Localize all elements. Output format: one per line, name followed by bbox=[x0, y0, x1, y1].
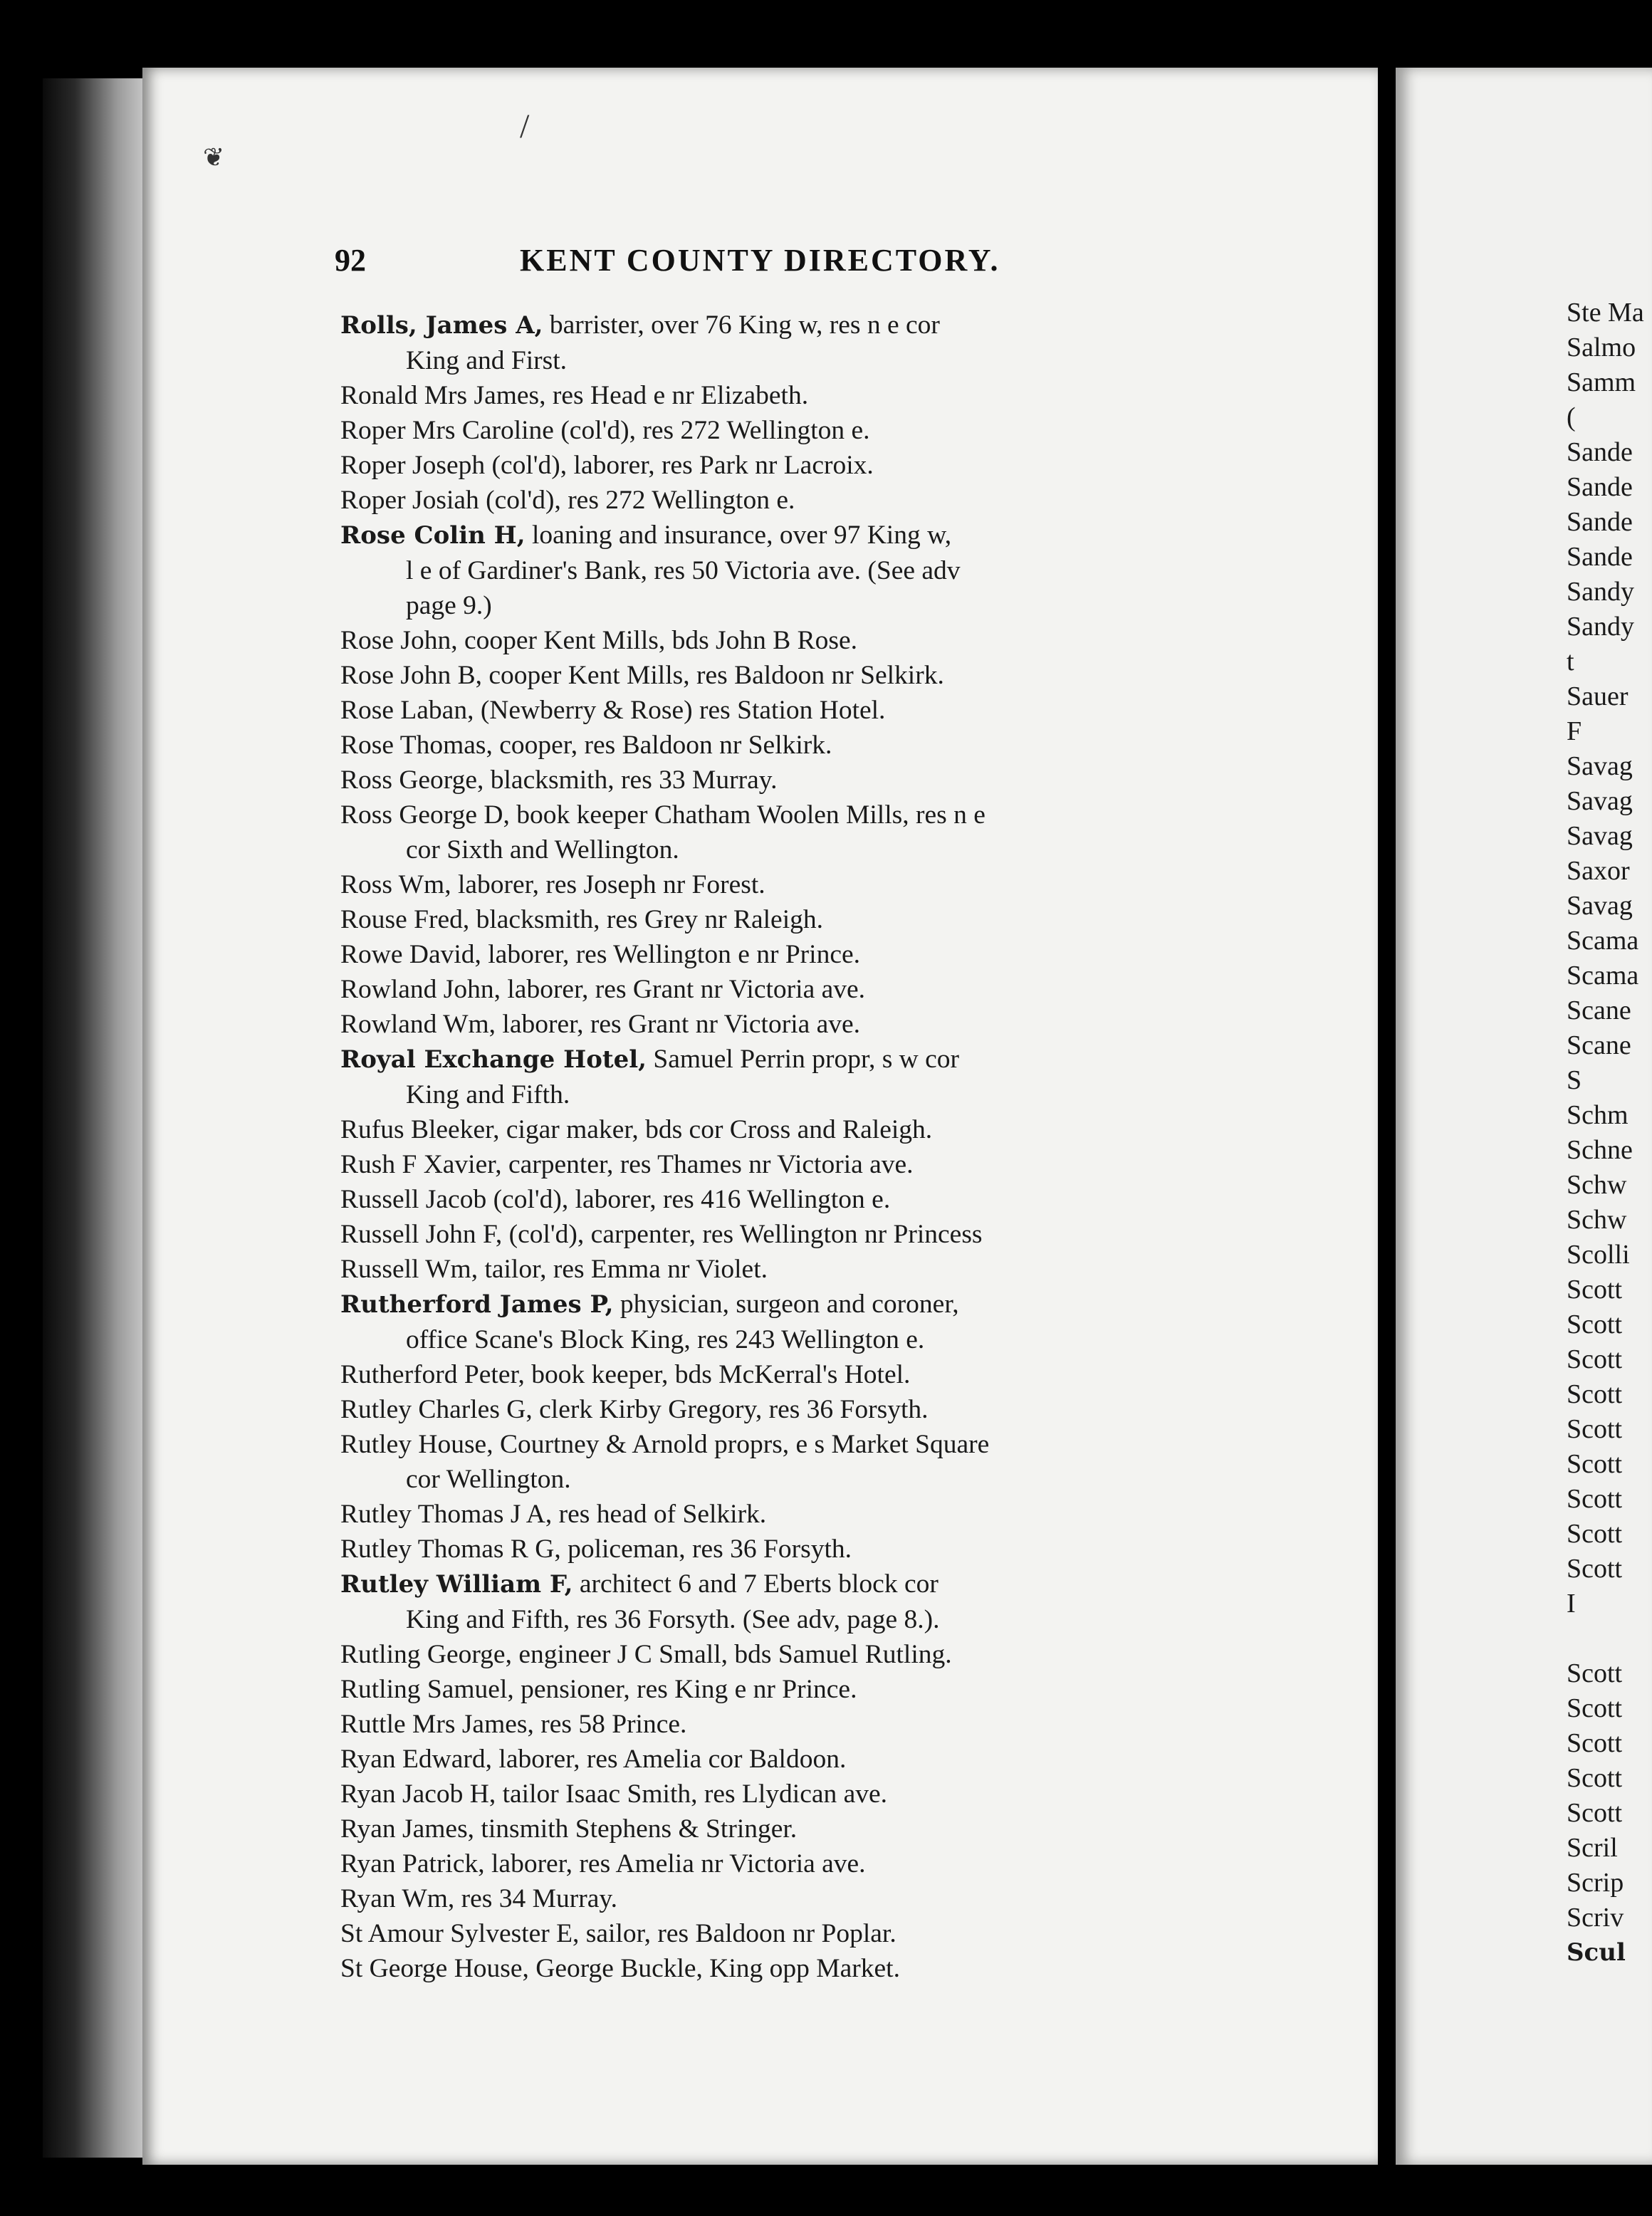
entry-text: l e of Gardiner's Bank, res 50 Victoria ave. (See adv bbox=[406, 556, 961, 585]
right-page-fragment: Scril bbox=[1567, 1833, 1618, 1863]
right-page-fragment: Scott bbox=[1567, 1379, 1623, 1409]
entry-text: King and First. bbox=[406, 346, 568, 375]
right-page-fragment: Saxor bbox=[1567, 856, 1630, 886]
directory-entry bbox=[340, 1217, 1223, 1252]
right-page-fragment: Savag bbox=[1567, 751, 1633, 781]
directory-entry bbox=[340, 1532, 1223, 1567]
right-page-fragment: Scott bbox=[1567, 1658, 1623, 1688]
page-title: KENT COUNTY DIRECTORY. bbox=[520, 243, 1000, 278]
entry-text: architect 6 and 7 Eberts block cor bbox=[573, 1569, 939, 1599]
right-page-fragment: Sande bbox=[1567, 507, 1633, 537]
directory-entry bbox=[340, 972, 1223, 1007]
entry-text: Ryan Wm, res 34 Murray. bbox=[340, 1884, 618, 1913]
entry-text: King and Fifth. bbox=[406, 1080, 570, 1109]
right-page-fragment: S bbox=[1567, 1065, 1582, 1095]
entry-continuation bbox=[340, 588, 1223, 623]
right-page-fragment: Schne bbox=[1567, 1135, 1633, 1165]
directory-entry bbox=[340, 693, 1223, 728]
right-page-fragment: Scane bbox=[1567, 1030, 1631, 1060]
right-page-fragment: Salmo bbox=[1567, 333, 1636, 362]
entry-text: physician, surgeon and coroner, bbox=[613, 1290, 959, 1319]
entry-text: Rutley Charles G, clerk Kirby Gregory, res 36 Forsyth. bbox=[340, 1395, 929, 1424]
entry-text: Roper Joseph (col'd), laborer, res Park nr Lacroix. bbox=[340, 451, 874, 480]
entry-name-bold: Rolls, James A, bbox=[340, 311, 543, 340]
right-page-column bbox=[1567, 296, 1652, 1970]
right-page-fragment: Samm bbox=[1567, 367, 1636, 397]
directory-entry bbox=[340, 1812, 1223, 1846]
entry-text: Rowland Wm, laborer, res Grant nr Victoria ave. bbox=[340, 1010, 861, 1039]
entry-text: Rutley Thomas R G, policeman, res 36 Forsyth. bbox=[340, 1535, 852, 1564]
entry-text: Samuel Perrin propr, s w cor bbox=[646, 1045, 960, 1074]
entry-text: Roper Josiah (col'd), res 272 Wellington e. bbox=[340, 486, 795, 515]
entry-text: page 9.) bbox=[406, 591, 492, 620]
entry-text: Ryan Jacob H, tailor Isaac Smith, res Llydican ave. bbox=[340, 1779, 888, 1809]
entry-text: Rouse Fred, blacksmith, res Grey nr Raleigh. bbox=[340, 905, 823, 934]
right-page-fragment: Scott bbox=[1567, 1414, 1623, 1444]
entry-text: barrister, over 76 King w, res n e cor bbox=[543, 310, 940, 340]
entry-text: King and Fifth, res 36 Forsyth. (See adv, page 8.). bbox=[406, 1605, 940, 1634]
entry-text: Ruttle Mrs James, res 58 Prince. bbox=[340, 1710, 687, 1739]
entry-text: Ryan Patrick, laborer, res Amelia nr Victoria ave. bbox=[340, 1849, 866, 1878]
directory-entry bbox=[340, 1007, 1223, 1042]
entry-continuation bbox=[340, 1322, 1223, 1357]
right-page-fragment: Sande bbox=[1567, 437, 1633, 467]
right-page-fragment: Sandy bbox=[1567, 612, 1634, 642]
entry-text: Rutley House, Courtney & Arnold proprs, e s Market Square bbox=[340, 1430, 990, 1459]
right-page-fragment: I bbox=[1567, 1589, 1576, 1619]
directory-entry bbox=[340, 763, 1223, 798]
entry-text: cor Sixth and Wellington. bbox=[406, 835, 679, 864]
entry-text: Rutling Samuel, pensioner, res King e nr Prince. bbox=[340, 1675, 857, 1704]
entry-text: Rufus Bleeker, cigar maker, bds cor Cross and Raleigh. bbox=[340, 1115, 933, 1144]
entry-text: Ross George, blacksmith, res 33 Murray. bbox=[340, 765, 778, 795]
ink-mark: ❦ bbox=[203, 143, 225, 172]
right-page-fragment: Sandy bbox=[1567, 577, 1634, 607]
entry-text: St George House, George Buckle, King opp Market. bbox=[340, 1954, 900, 1983]
right-page-fragment: Scott bbox=[1567, 1449, 1623, 1479]
directory-entry bbox=[340, 1777, 1223, 1812]
directory-entry bbox=[340, 378, 1223, 413]
directory-entry bbox=[340, 1916, 1223, 1951]
right-page-fragment: Scane bbox=[1567, 995, 1631, 1025]
directory-entry bbox=[340, 1846, 1223, 1881]
directory-entry bbox=[340, 937, 1223, 972]
right-page-fragment: Sande bbox=[1567, 472, 1633, 502]
right-page-fragment: Scama bbox=[1567, 926, 1639, 956]
entry-text: Rowland John, laborer, res Grant nr Victoria ave. bbox=[340, 975, 865, 1004]
right-page-fragment: Scott bbox=[1567, 1484, 1623, 1514]
directory-entry bbox=[340, 1252, 1223, 1287]
entry-text: Rowe David, laborer, res Wellington e nr Prince. bbox=[340, 940, 861, 969]
right-page-fragment: Scott bbox=[1567, 1728, 1623, 1758]
right-page-fragment: Scott bbox=[1567, 1310, 1623, 1339]
right-page-fragment: Schw bbox=[1567, 1205, 1627, 1235]
directory-entries bbox=[340, 308, 1223, 1986]
right-page-fragment: t bbox=[1567, 647, 1574, 676]
entry-continuation bbox=[340, 1462, 1223, 1497]
right-page-fragment: Scul bbox=[1567, 1938, 1626, 1967]
directory-entry bbox=[340, 1707, 1223, 1742]
entry-text: Rutling George, engineer J C Small, bds Samuel Rutling. bbox=[340, 1640, 952, 1669]
right-page-fragment: Sauer bbox=[1567, 681, 1629, 711]
right-page-fragment: Scolli bbox=[1567, 1240, 1630, 1270]
directory-entry bbox=[340, 448, 1223, 483]
fragment-gap bbox=[1567, 1621, 1652, 1656]
entry-text: Rose John, cooper Kent Mills, bds John B Rose. bbox=[340, 626, 858, 655]
page-header bbox=[335, 242, 1125, 285]
right-page-fragment: Schm bbox=[1567, 1100, 1629, 1130]
ink-mark: / bbox=[520, 108, 530, 145]
entry-text: Roper Mrs Caroline (col'd), res 272 Wellington e. bbox=[340, 416, 870, 445]
directory-entry bbox=[340, 308, 1223, 343]
directory-entry bbox=[340, 623, 1223, 658]
right-page-fragment: Scott bbox=[1567, 1554, 1623, 1584]
right-page-fragment: Savag bbox=[1567, 891, 1633, 921]
directory-entry bbox=[340, 1357, 1223, 1392]
right-page-fragment: Scriv bbox=[1567, 1903, 1624, 1933]
entry-text: Ross Wm, laborer, res Joseph nr Forest. bbox=[340, 870, 765, 899]
right-page-fragment: Sande bbox=[1567, 542, 1633, 572]
entry-text: Ronald Mrs James, res Head e nr Elizabeth. bbox=[340, 381, 809, 410]
entry-text: cor Wellington. bbox=[406, 1465, 571, 1494]
entry-continuation bbox=[340, 1077, 1223, 1112]
entry-name-bold: Rutley William F, bbox=[340, 1570, 573, 1599]
directory-entry bbox=[340, 1112, 1223, 1147]
entry-text: Russell Jacob (col'd), laborer, res 416 Wellington e. bbox=[340, 1185, 891, 1214]
directory-entry bbox=[340, 1427, 1223, 1462]
directory-entry bbox=[340, 413, 1223, 448]
directory-entry bbox=[340, 1147, 1223, 1182]
right-page-fragment: Scrip bbox=[1567, 1868, 1624, 1898]
page-number: 92 bbox=[335, 243, 366, 278]
directory-entry bbox=[340, 1637, 1223, 1672]
entry-text: Ryan James, tinsmith Stephens & Stringer. bbox=[340, 1814, 798, 1844]
entry-continuation bbox=[340, 1602, 1223, 1637]
book-spine bbox=[43, 78, 150, 2158]
directory-entry bbox=[340, 1182, 1223, 1217]
right-page-fragment: Scott bbox=[1567, 1519, 1623, 1549]
directory-entry bbox=[340, 1497, 1223, 1532]
entry-text: Rutherford Peter, book keeper, bds McKerral's Hotel. bbox=[340, 1360, 911, 1389]
right-page-fragment: Scott bbox=[1567, 1344, 1623, 1374]
right-page-fragment: Savag bbox=[1567, 821, 1633, 851]
entry-text: Rutley Thomas J A, res head of Selkirk. bbox=[340, 1500, 767, 1529]
directory-entry bbox=[340, 1392, 1223, 1427]
entry-continuation bbox=[340, 553, 1223, 588]
directory-entry bbox=[340, 798, 1223, 832]
directory-entry bbox=[340, 1742, 1223, 1777]
entry-text: office Scane's Block King, res 243 Wellington e. bbox=[406, 1325, 925, 1354]
entry-text: Rose Thomas, cooper, res Baldoon nr Selkirk. bbox=[340, 731, 832, 760]
right-page-fragment: F bbox=[1567, 716, 1582, 746]
directory-entry bbox=[340, 1672, 1223, 1707]
entry-text: Rose Laban, (Newberry & Rose) res Station Hotel. bbox=[340, 696, 886, 725]
entry-text: Ross George D, book keeper Chatham Woolen Mills, res n e bbox=[340, 800, 986, 830]
right-page-fragment: Scott bbox=[1567, 1798, 1623, 1828]
entry-name-bold: Royal Exchange Hotel, bbox=[340, 1045, 647, 1074]
directory-entry bbox=[340, 1951, 1223, 1986]
directory-entry bbox=[340, 1287, 1223, 1322]
directory-entry bbox=[340, 518, 1223, 553]
directory-entry bbox=[340, 1042, 1223, 1077]
directory-entry bbox=[340, 902, 1223, 937]
entry-text: St Amour Sylvester E, sailor, res Baldoon nr Poplar. bbox=[340, 1919, 896, 1948]
directory-entry bbox=[340, 728, 1223, 763]
entry-text: Rush F Xavier, carpenter, res Thames nr Victoria ave. bbox=[340, 1150, 914, 1179]
entry-text: Russell John F, (col'd), carpenter, res Wellington nr Princess bbox=[340, 1220, 983, 1249]
right-page-fragment: Scott bbox=[1567, 1763, 1623, 1793]
entry-continuation bbox=[340, 832, 1223, 867]
right-page-fragment: Scama bbox=[1567, 961, 1639, 991]
entry-text: loaning and insurance, over 97 King w, bbox=[525, 521, 952, 550]
directory-entry bbox=[340, 658, 1223, 693]
right-page-fragment: Scott bbox=[1567, 1275, 1623, 1305]
right-page-fragment: ( bbox=[1567, 402, 1576, 432]
right-page-fragment: Schw bbox=[1567, 1170, 1627, 1200]
right-page-fragment: Ste Ma bbox=[1567, 298, 1644, 328]
directory-entry bbox=[340, 1567, 1223, 1602]
entry-name-bold: Rutherford James P, bbox=[340, 1290, 614, 1319]
directory-entry bbox=[340, 1881, 1223, 1916]
right-page-fragment: Savag bbox=[1567, 786, 1633, 816]
entry-text: Ryan Edward, laborer, res Amelia cor Baldoon. bbox=[340, 1745, 847, 1774]
directory-entry bbox=[340, 867, 1223, 902]
entry-continuation bbox=[340, 343, 1223, 378]
entry-text: Rose John B, cooper Kent Mills, res Baldoon nr Selkirk. bbox=[340, 661, 944, 690]
directory-entry bbox=[340, 483, 1223, 518]
entry-name-bold: Rose Colin H, bbox=[340, 521, 526, 550]
entry-text: Russell Wm, tailor, res Emma nr Violet. bbox=[340, 1255, 768, 1284]
right-page-fragment: Scott bbox=[1567, 1693, 1623, 1723]
